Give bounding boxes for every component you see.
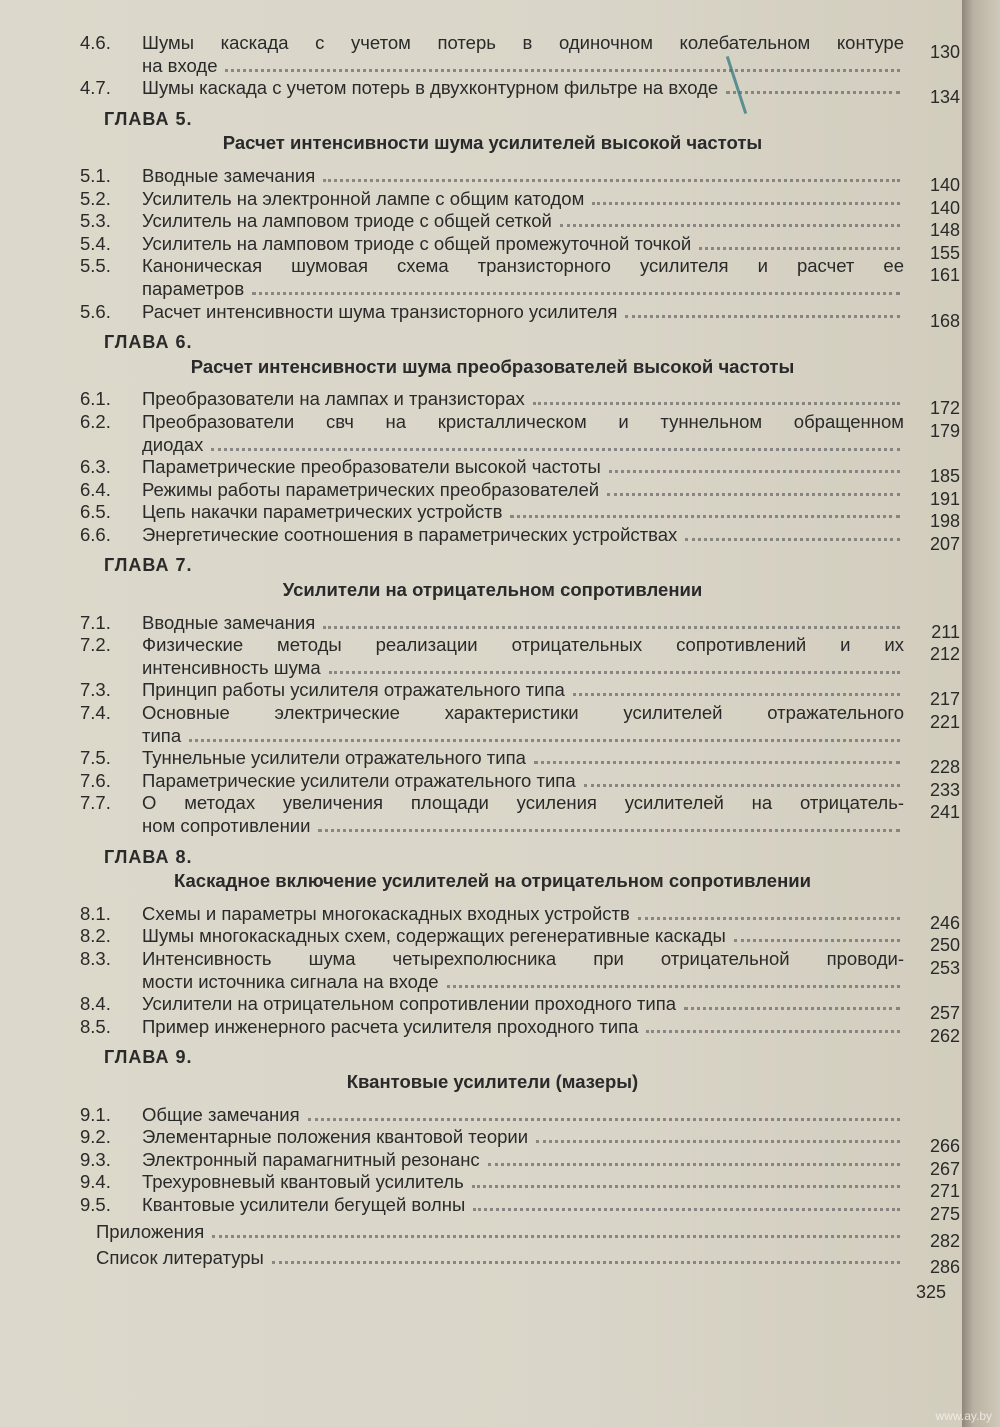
toc-entry: [80, 1104, 960, 1127]
entry-number: 9.1.: [80, 1103, 111, 1125]
toc-entry: [80, 769, 960, 800]
page-number: 207: [929, 533, 960, 554]
entry-title-line: [142, 747, 904, 770]
page-number: 282: [929, 1230, 960, 1251]
dot-leader: [609, 470, 900, 473]
toc-entry: [80, 993, 960, 1024]
entry-title-text: Приложения: [96, 1220, 205, 1242]
dot-leader: [488, 1163, 900, 1166]
entry-title-text: Электронный парамагнитный резонанс: [142, 1148, 480, 1170]
entry-title-line: [142, 1126, 904, 1149]
entry-title: [142, 747, 904, 770]
page-number: 267: [929, 1158, 960, 1179]
entry-title-text: Энергетические соотношения в параметрических устройствах: [142, 523, 678, 545]
toc-entry: [80, 925, 960, 956]
entry-title: [142, 301, 904, 324]
toc-entry: [80, 1193, 960, 1224]
dot-leader: [473, 1208, 900, 1211]
entry-title: [142, 1126, 904, 1149]
entry-title: [142, 188, 904, 211]
entry-title-text: Общие замечания: [142, 1103, 300, 1125]
table-of-contents: [80, 32, 960, 1302]
page-number: 161: [929, 265, 960, 286]
toc-entry: [80, 1015, 960, 1046]
entry-title-line: [142, 210, 904, 233]
entry-number: 5.4.: [80, 232, 111, 254]
entry-title-line: Основные электрические характеристики усилителей отражательного: [142, 702, 904, 724]
entry-title-text: Шумы многокаскадных схем, содержащих регенеративные каскады: [142, 925, 726, 947]
page-number: 217: [929, 689, 960, 710]
watermark: www.ay.by: [935, 1409, 992, 1423]
page-number: 191: [929, 488, 960, 509]
entry-number: 5.6.: [80, 300, 111, 322]
dot-leader: [734, 939, 900, 942]
entry-title-text: Усилители на отрицательном сопротивлении проходного типа: [142, 993, 677, 1015]
toc-entry: [80, 232, 960, 263]
toc-entry-appendix: [80, 1220, 960, 1251]
entry-title-text: Принцип работы усилителя отражательного типа: [142, 679, 565, 701]
entry-title-line: [142, 77, 904, 100]
entry-title-line: [142, 524, 904, 547]
entry-title-line: Каноническая шумовая схема транзисторного усилителя и расчет ее: [142, 255, 904, 277]
dot-leader: [225, 69, 900, 72]
dot-leader: [252, 292, 900, 295]
entry-number: 8.5.: [80, 1015, 111, 1037]
dot-leader: [638, 917, 900, 920]
toc-entry: [80, 456, 960, 487]
entry-title-line: [142, 1194, 904, 1217]
entry-title: [142, 679, 904, 702]
dot-leader: [536, 1140, 900, 1143]
dot-leader: [189, 739, 900, 742]
entry-title: [142, 165, 904, 188]
chapter-heading: ГЛАВА 6.: [104, 332, 193, 353]
entry-number: 9.3.: [80, 1148, 111, 1170]
entry-title-text: Параметрические усилители отражательного типа: [142, 769, 576, 791]
dot-leader: [646, 1030, 900, 1033]
page-number: 241: [929, 802, 960, 823]
entry-title-line: [142, 657, 904, 680]
entry-number: 8.1.: [80, 902, 111, 924]
entry-title: [142, 501, 904, 524]
chapter-heading: ГЛАВА 8.: [104, 846, 193, 867]
entry-title-line: [80, 1221, 904, 1244]
entry-title-text: Усилитель на ламповом триоде с общей промежуточной точкой: [142, 232, 692, 254]
page-number: 172: [929, 398, 960, 419]
dot-leader: [211, 448, 900, 451]
toc-entry: [80, 702, 960, 747]
chapter-title: Расчет интенсивности шума усилителей высокой частоты: [222, 132, 763, 154]
entry-title-line: [142, 188, 904, 211]
entry-title-text: Режимы работы параметрических преобразователей: [142, 478, 600, 500]
toc-entry: [80, 501, 960, 532]
toc-entry: [80, 1148, 960, 1179]
chapter-title: Каскадное включение усилителей на отрицательном сопротивлении: [173, 870, 812, 892]
entry-title-line: [142, 612, 904, 635]
toc-entry-references: [80, 1247, 960, 1278]
dot-leader: [323, 179, 900, 182]
entry-title-text: Вводные замечания: [142, 611, 316, 633]
entry-title-text: Расчет интенсивности шума транзисторного усилителя: [142, 300, 618, 322]
entry-number: 7.6.: [80, 769, 111, 791]
entry-number: 6.3.: [80, 456, 111, 478]
entry-number: 8.4.: [80, 993, 111, 1015]
dot-leader: [684, 1007, 900, 1010]
entry-number: 7.1.: [80, 611, 111, 633]
entry-title-text: Список литературы: [96, 1247, 264, 1269]
entry-title: [142, 479, 904, 502]
toc-entry: [80, 478, 960, 509]
entry-title: [142, 1194, 904, 1217]
entry-title: [142, 233, 904, 256]
toc-entry: [80, 679, 960, 710]
entry-title: [142, 210, 904, 233]
entry-title: [142, 77, 904, 100]
entry-title: [142, 411, 904, 456]
toc-entry: [80, 388, 960, 419]
entry-title: [142, 612, 904, 635]
entry-title-line: [142, 165, 904, 188]
page-number: 211: [931, 621, 960, 642]
toc-entry: [80, 411, 960, 456]
entry-number: 9.5.: [80, 1193, 111, 1215]
entry-title: [142, 1149, 904, 1172]
dot-leader: [573, 693, 900, 696]
dot-leader: [533, 402, 900, 405]
entry-title-text: Элементарные положения квантовой теории: [142, 1126, 529, 1148]
entry-title-line: [80, 1247, 904, 1270]
entry-title-line: [142, 1016, 904, 1039]
entry-title: [142, 702, 904, 747]
chapter-title: Усилители на отрицательном сопротивлении: [282, 579, 703, 601]
entry-title-text: интенсивность шума: [142, 656, 321, 678]
page-number: 266: [929, 1136, 960, 1157]
page-number: 185: [929, 466, 960, 487]
toc-entry: [80, 747, 960, 778]
toc-entry: [80, 77, 960, 108]
dot-leader: [510, 515, 900, 518]
entry-title: [142, 456, 904, 479]
page-number: 246: [929, 912, 960, 933]
toc-entry: [80, 611, 960, 642]
entry-title: [142, 255, 904, 300]
entry-title-line: [142, 388, 904, 411]
dot-leader: [212, 1235, 900, 1238]
entry-number: 7.2.: [80, 634, 111, 656]
entry-title-line: Физические методы реализации отрицательных сопротивлений и их: [142, 634, 904, 656]
dot-leader: [308, 1118, 900, 1121]
dot-leader: [584, 784, 900, 787]
entry-title: [142, 903, 904, 926]
entry-number: 5.2.: [80, 187, 111, 209]
dot-leader: [329, 671, 900, 674]
dot-leader: [726, 91, 900, 94]
entry-number: 9.2.: [80, 1126, 111, 1148]
entry-title-line: [142, 725, 904, 748]
entry-title-line: Преобразователи свч на кристаллическом и туннельном обращенном: [142, 410, 904, 432]
entry-number: 7.4.: [80, 702, 111, 724]
chapter-title: Квантовые усилители (мазеры): [346, 1070, 639, 1092]
entry-number: 6.1.: [80, 388, 111, 410]
page-number: 228: [929, 757, 960, 778]
entry-title-line: [142, 301, 904, 324]
dot-leader: [323, 626, 900, 629]
entry-number: 7.3.: [80, 679, 111, 701]
entry-title: [142, 32, 904, 77]
entry-title: [142, 388, 904, 411]
dot-leader: [534, 761, 900, 764]
page-edge: [962, 0, 1000, 1427]
toc-entry: [80, 1171, 960, 1202]
entry-title-line: [142, 501, 904, 524]
entry-number: 4.7.: [80, 77, 111, 99]
entry-title-text: Вводные замечания: [142, 164, 316, 186]
dot-leader: [607, 493, 900, 496]
chapter-heading: ГЛАВА 5.: [104, 108, 193, 129]
entry-number: 7.7.: [80, 792, 111, 814]
entry-title-text: диодах: [142, 433, 204, 455]
toc-entry: [80, 523, 960, 554]
entry-title-text: Трехуровневый квантовый усилитель: [142, 1171, 464, 1193]
entry-title-text: Туннельные усилители отражательного типа: [142, 747, 526, 769]
page-number: 262: [929, 1025, 960, 1046]
toc-entry: [80, 255, 960, 300]
entry-title-line: [142, 55, 904, 78]
entry-number: 6.2.: [80, 410, 111, 432]
entry-title-text: параметров: [142, 277, 245, 299]
toc-entry: [80, 32, 960, 77]
toc-entry: [80, 902, 960, 933]
entry-number: 5.5.: [80, 255, 111, 277]
entry-title-text: Преобразователи на лампах и транзисторах: [142, 388, 525, 410]
entry-title-text: на входе: [142, 54, 218, 76]
page-number: 198: [929, 511, 960, 532]
page-number: 168: [929, 310, 960, 331]
page-number: 155: [929, 242, 960, 263]
entry-number: 5.1.: [80, 164, 111, 186]
entry-title-line: О методах увеличения площади усиления усилителей на отрицатель-: [142, 792, 904, 814]
page-number: 257: [929, 1003, 960, 1024]
entry-title-line: [142, 1149, 904, 1172]
entry-title: [142, 1016, 904, 1039]
entry-title-text: Пример инженерного расчета усилителя проходного типа: [142, 1015, 639, 1037]
page-number: 140: [929, 174, 960, 195]
entry-title-text: ном сопротивлении: [142, 815, 311, 836]
dot-leader: [318, 829, 900, 832]
entry-title: [142, 524, 904, 547]
entry-title-line: [142, 1171, 904, 1194]
entry-title-text: мости источника сигнала на входе: [142, 970, 439, 992]
entry-number: 4.6.: [80, 32, 111, 53]
page-number: 250: [929, 935, 960, 956]
entry-title-line: [142, 903, 904, 926]
entry-title-line: [142, 815, 904, 838]
entry-title-line: Шумы каскада с учетом потерь в одиночном колебательном контуре: [142, 32, 904, 53]
entry-title: [142, 1104, 904, 1127]
entry-title-line: [142, 456, 904, 479]
entry-number: 6.5.: [80, 501, 111, 523]
page-number: [904, 1113, 960, 1136]
entry-title: [142, 770, 904, 793]
entry-title: [142, 993, 904, 1016]
entry-title-text: Параметрические преобразователи высокой частоты: [142, 456, 601, 478]
dot-leader: [472, 1185, 900, 1188]
entry-title-line: [142, 993, 904, 1016]
dot-leader: [625, 315, 900, 318]
dot-leader: [592, 202, 900, 205]
toc-entry: [80, 792, 960, 837]
entry-title-text: Усилитель на ламповом триоде с общей сеткой: [142, 210, 552, 232]
entry-title-text: Цепь накачки параметрических устройств: [142, 501, 503, 523]
entry-title-line: [142, 925, 904, 948]
entry-number: 6.6.: [80, 523, 111, 545]
entry-title: [142, 634, 904, 679]
chapter-title: Расчет интенсивности шума преобразователей высокой частоты: [190, 355, 795, 377]
entry-title-line: [142, 1104, 904, 1127]
dot-leader: [447, 985, 900, 988]
entry-title-line: [142, 479, 904, 502]
entry-title-line: [142, 278, 904, 301]
entry-title-line: [142, 971, 904, 994]
entry-title: [142, 925, 904, 948]
entry-number: 6.4.: [80, 478, 111, 500]
page-number: 286: [929, 1257, 960, 1278]
toc-entry: [80, 164, 960, 195]
dot-leader: [560, 224, 900, 227]
entry-title-line: [142, 770, 904, 793]
page-number: 130: [929, 42, 960, 62]
page-number: 271: [929, 1181, 960, 1202]
trailing-page-number: 325: [915, 1281, 946, 1302]
entry-title: [142, 1171, 904, 1194]
entry-title-line: [142, 679, 904, 702]
page-number: 233: [929, 779, 960, 800]
entry-title-text: Усилитель на электронной лампе с общим катодом: [142, 187, 585, 209]
entry-number: 8.3.: [80, 947, 111, 969]
page-number: 221: [929, 712, 960, 733]
page-number: 275: [929, 1203, 960, 1224]
entry-title-text: Схемы и параметры многокаскадных входных устройств: [142, 902, 630, 924]
entry-number: 8.2.: [80, 925, 111, 947]
dot-leader: [699, 247, 900, 250]
entry-title: [142, 792, 904, 837]
toc-entry: [80, 634, 960, 679]
page-number: 134: [929, 87, 960, 108]
entry-title-text: Квантовые усилители бегущей волны: [142, 1193, 466, 1215]
entry-title-line: [142, 434, 904, 457]
dot-leader: [685, 538, 900, 541]
page-number: 212: [929, 644, 960, 665]
entry-number: 7.5.: [80, 747, 111, 769]
chapter-heading: ГЛАВА 9.: [104, 1047, 193, 1068]
entry-title: [142, 948, 904, 993]
entry-title-text: типа: [142, 724, 182, 746]
dot-leader: [272, 1261, 900, 1264]
entry-title-line: [142, 233, 904, 256]
entry-title-text: Шумы каскада с учетом потерь в двухконтурном фильтре на входе: [142, 77, 719, 99]
toc-entry: [80, 948, 960, 993]
toc-entry: [80, 300, 960, 331]
entry-title-line: Интенсивность шума четырехполюсника при отрицательной проводи-: [142, 947, 904, 969]
page-number: 253: [929, 957, 960, 978]
page-number: 140: [929, 197, 960, 218]
page-number: 179: [929, 420, 960, 441]
chapter-heading: ГЛАВА 7.: [104, 555, 193, 576]
entry-number: 5.3.: [80, 210, 111, 232]
toc-entry: [80, 1126, 960, 1157]
toc-entry: [80, 210, 960, 241]
toc-entry: [80, 187, 960, 218]
page-number: 148: [929, 220, 960, 241]
entry-number: 9.4.: [80, 1171, 111, 1193]
